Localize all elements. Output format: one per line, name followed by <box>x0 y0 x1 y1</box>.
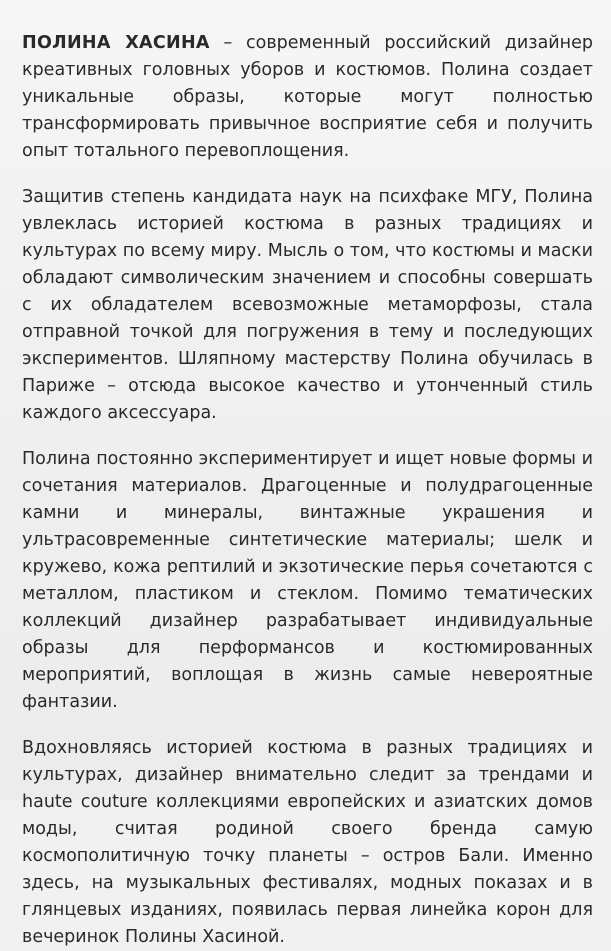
paragraph-intro <box>22 30 593 165</box>
paragraph-materials: Полина постоянно экспериментирует и ищет новые формы и сочетания материалов. Драгоценные и полудрагоценные камни и минералы, винтажные украшения и ультрасовременные синтетические материалы; шелк и кружево, кожа рептилий и экзотические перья сочетаются с металлом, пластиком и стеклом. Помимо тематических коллекций дизайнер разрабатывает индивидуальные образы для перформансов и костюмированных мероприятий, воплощая в жизнь самые невероятные фантазии. <box>22 449 593 712</box>
designer-name: ПОЛИНА ХАСИНА <box>22 33 210 53</box>
intro-text: – современный российский дизайнер креативных головных уборов и костюмов. Полина создает уникальные образы, которые могут полностью трансформировать привычное восприятие себя и получить опыт тотального перевоплощения. <box>22 33 593 161</box>
paragraph-inspiration: Вдохновляясь историей костюма в разных традициях и культурах, дизайнер внимательно следит за трендами и haute couture коллекциями европейских и азиатских домов моды, считая родиной своего бренда самую космополитичную точку планеты – остров Бали. Именно здесь, на музыкальных фестивалях, модных показах и в глянцевых изданиях, появилась первая линейка корон для вечеринок Полины Хасиной. <box>22 738 593 947</box>
paragraph-education: Защитив степень кандидата наук на психфаке МГУ, Полина увлеклась историей костюма в разных традициях и культурах по всему миру. Мысль о том, что костюмы и маски обладают символическим значением и способны совершать с их обладателем всевозможные метаморфозы, стала отправной точкой для погружения в тему и последующих экспериментов. Шляпному мастерству Полина обучилась в Париже – отсюда высокое качество и утонченный стиль каждого аксессуара. <box>22 187 593 423</box>
